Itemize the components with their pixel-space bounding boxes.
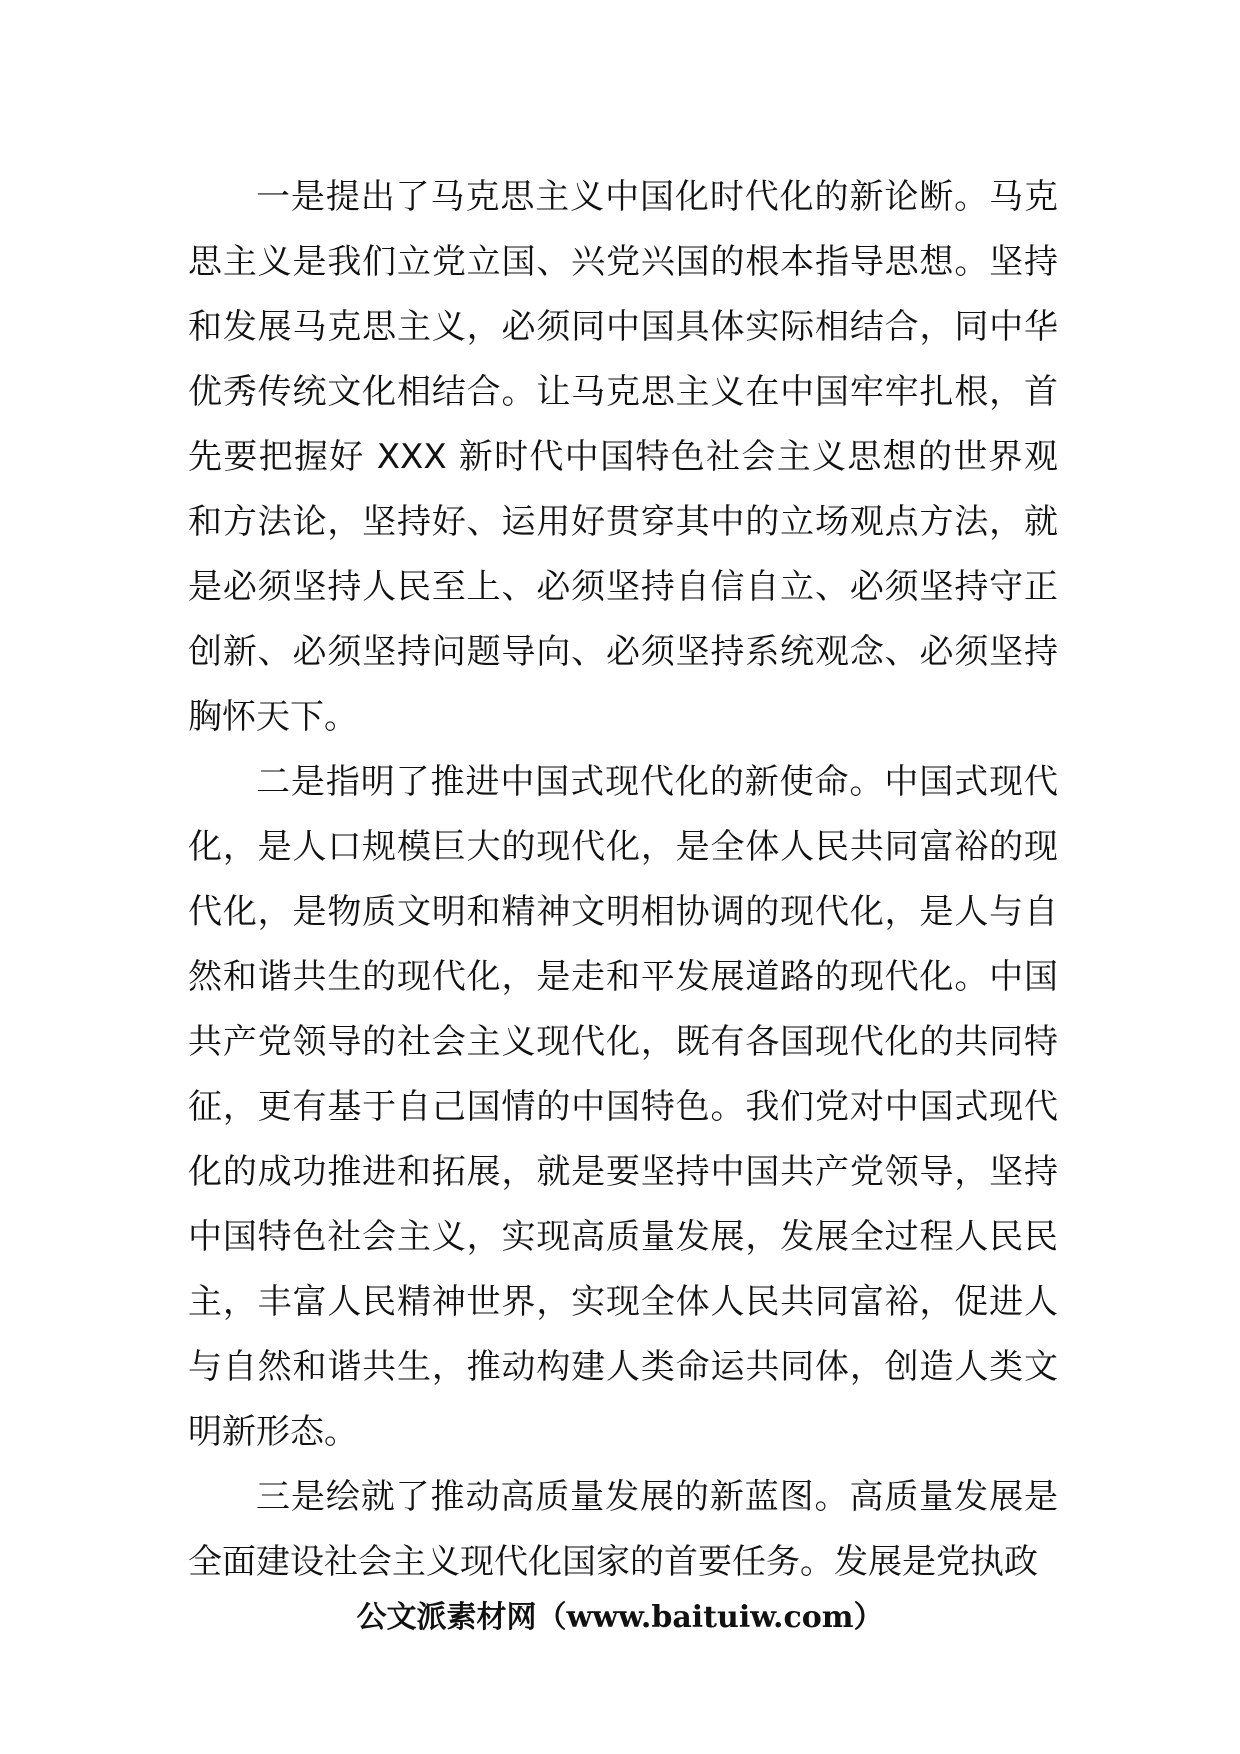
paragraph-3: 三是绘就了推动高质量发展的新蓝图。高质量发展是全面建设社会主义现代化国家的首要任务。发展是党执政 (188, 1477, 1058, 1582)
paragraph-1: 一是提出了马克思主义中国化时代化的新论断。马克思主义是我们立党立国、兴党兴国的根本指导思想。坚持和发展马克思主义，必须同中国具体实际相结合，同中华优秀传统文化相结合。让马克思主义在中国牢牢扎根，首先要把握好 XXX 新时代中国特色社会主义思想的世界观和方法论，坚持好、运用好贯穿其中的立场观点方法，就是必须坚持人民至上、必须坚持自信自立、必须坚持守正创新、必须坚持问题导向、必须坚持系统观念、必须坚持胸怀天下。 (188, 177, 1058, 737)
document-body (188, 165, 1058, 1595)
footer-watermark: 公文派素材网（www.baituiw.com） (356, 1600, 884, 1635)
paragraph-2: 二是指明了推进中国式现代化的新使命。中国式现代化，是人口规模巨大的现代化，是全体人民共同富裕的现代化，是物质文明和精神文明相协调的现代化，是人与自然和谐共生的现代化，是走和平发展道路的现代化。中国共产党领导的社会主义现代化，既有各国现代化的共同特征，更有基于自己国情的中国特色。我们党对中国式现代化的成功推进和拓展，就是要坚持中国共产党领导，坚持中国特色社会主义，实现高质量发展，发展全过程人民民主，丰富人民精神世界，实现全体人民共同富裕，促进人与自然和谐共生，推动构建人类命运共同体，创造人类文明新形态。 (188, 762, 1058, 1452)
